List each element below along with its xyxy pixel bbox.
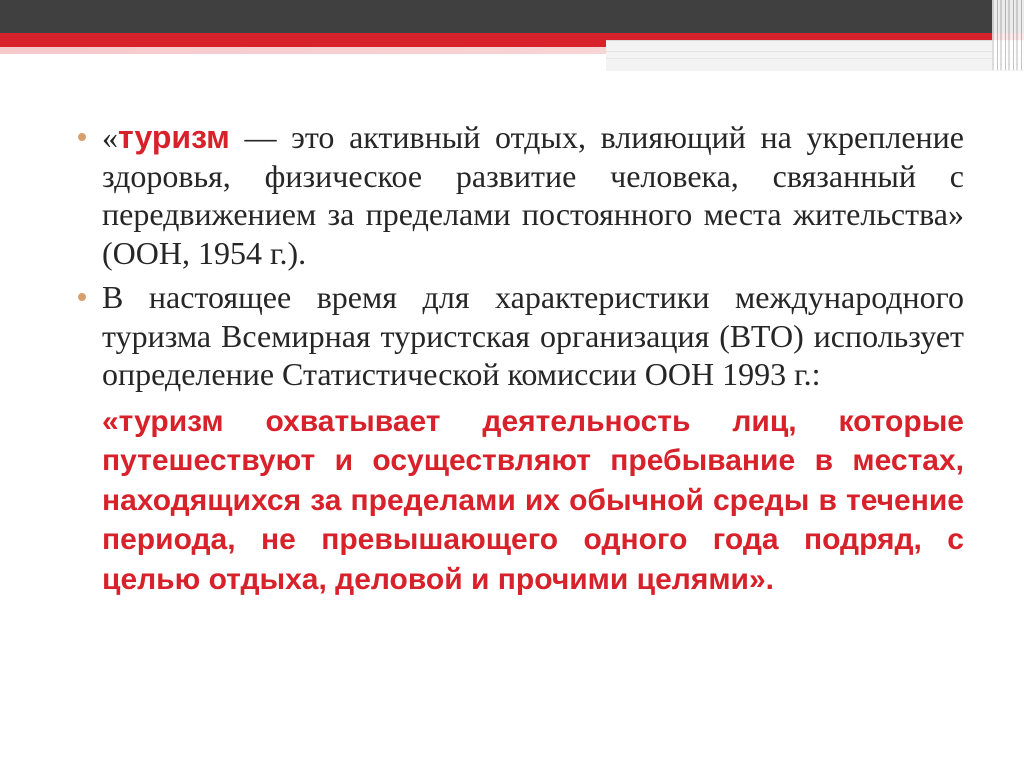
open-quote: « <box>102 119 118 155</box>
edge-stripes-decor <box>992 0 1024 70</box>
bullet-item-1 <box>78 118 964 272</box>
bullet-1-text: — это активный отдых, влияющий на укрепление здоровья, физическое развитие человека, связанный с передвижением за пределами постоянного места жительства» (ООН, 1954 г.). <box>102 119 964 271</box>
top-right-decor-lines <box>606 47 1024 70</box>
top-dark-bar <box>0 0 1024 33</box>
definition-quote: «туризм охватывает деятельность лиц, которые путешествуют и осуществляют пребывание в местах, находящихся за пределами их обычной среды в течение периода, не превышающего одного года подряд, с целью отдыха, деловой и прочими целями». <box>102 404 964 596</box>
term-tourism: туризм <box>118 119 230 155</box>
slide-content <box>78 118 964 599</box>
bullet-dot-icon <box>78 293 86 301</box>
bullet-dot-icon <box>78 133 86 141</box>
bullet-2-text: В настоящее время для характеристики международного туризма Всемирная туристская организация (ВТО) использует определение Статистической комиссии ООН 1993 г.: <box>102 279 964 392</box>
bullet-item-2 <box>78 278 964 394</box>
